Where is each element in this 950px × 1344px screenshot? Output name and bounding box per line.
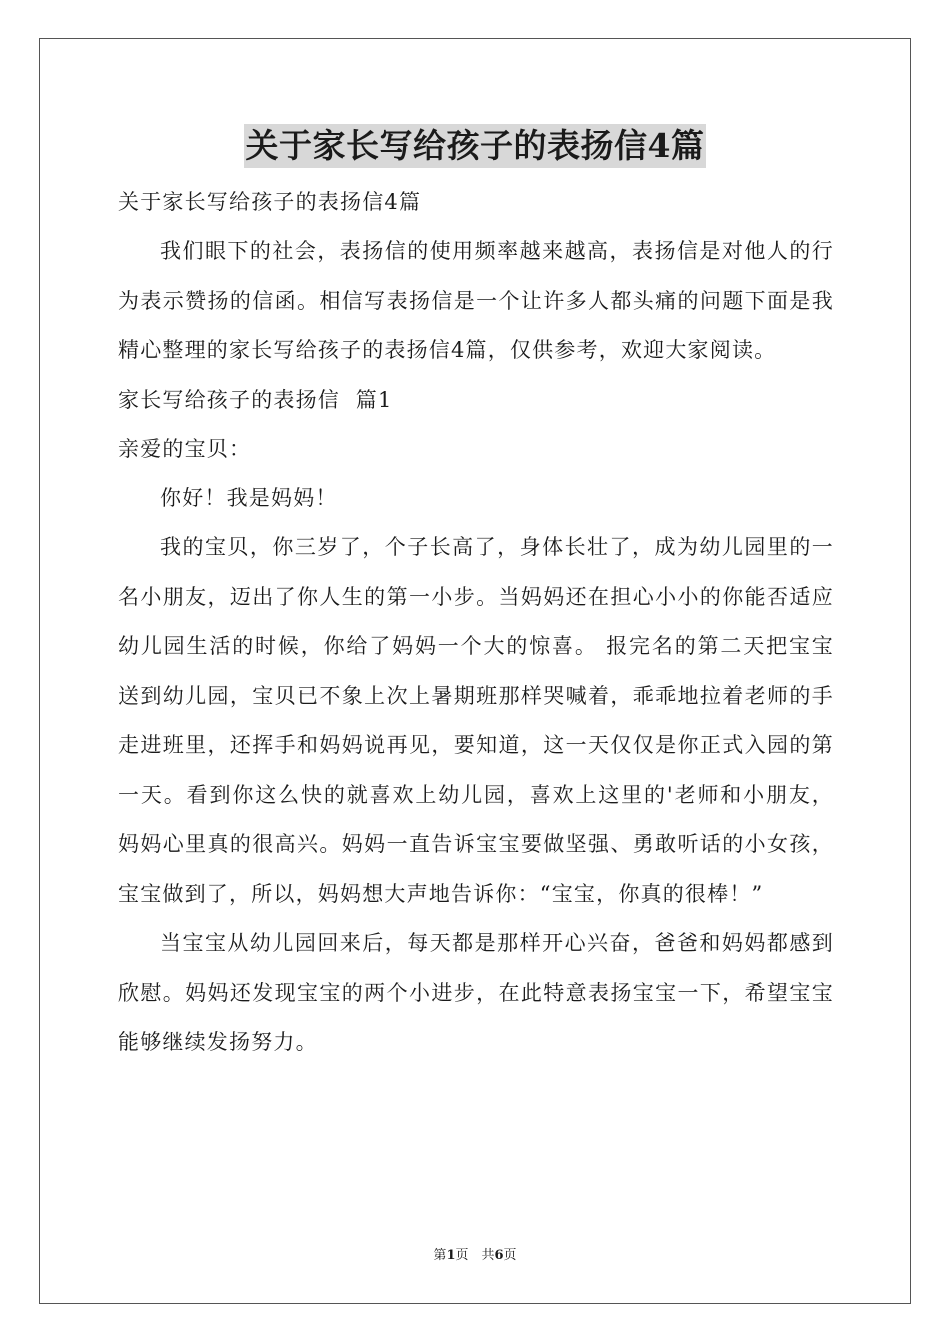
intro-paragraph: 我们眼下的社会，表扬信的使用频率越来越高，表扬信是对他人的行为表示赞扬的信函。相信写表扬信是一个让许多人都头痛的问题下面是我精心整理的家长写给孩子的表扬信4篇，仅供参考，欢迎大家阅读。 [118, 239, 834, 362]
title-container [0, 124, 950, 168]
body-paragraph-1: 我的宝贝，你三岁了，个子长高了，身体长壮了，成为幼儿园里的一名小朋友，迈出了你人生的第一小步。当妈妈还在担心小小的你能否适应幼儿园生活的时候，你给了妈妈一个大的惊喜。 报完名的第二天把宝宝送到幼儿园，宝贝已不象上次上暑期班那样哭喊着，乖乖地拉着老师的手走进班里，还挥手和妈妈说再见，要知道，这一天仅仅是你正式入园的第一天。看到你这么快的就喜欢上幼儿园，喜欢上这里的'老师和小朋友，妈妈心里真的很高兴。妈妈一直告诉宝宝要做坚强、勇敢听话的小女孩，宝宝做到了，所以，妈妈想大声地告诉你：“宝宝，你真的很棒！” [118, 535, 834, 906]
footer-page-number: 1 [446, 1248, 456, 1263]
footer-page-prefix: 第 [433, 1248, 447, 1263]
section-heading: 家长写给孩子的表扬信 篇1 [118, 387, 393, 412]
page-footer [0, 1247, 950, 1265]
greeting-paragraph: 你好！我是妈妈！ [160, 485, 338, 510]
footer-page-total: 6 [494, 1248, 504, 1263]
body-paragraph-2: 当宝宝从幼儿园回来后，每天都是那样开心兴奋，爸爸和妈妈都感到欣慰。妈妈还发现宝宝的两个小进步，在此特意表扬宝宝一下，希望宝宝能够继续发扬努力。 [118, 931, 834, 1054]
document-title: 关于家长写给孩子的表扬信4篇 [244, 124, 707, 168]
subtitle-line: 关于家长写给孩子的表扬信4篇 [118, 190, 422, 214]
document-body [118, 178, 834, 1068]
footer-page-suffix: 页 [503, 1248, 517, 1263]
footer-page-mid: 页 共 [455, 1248, 495, 1263]
salutation: 亲爱的宝贝： [118, 436, 252, 461]
